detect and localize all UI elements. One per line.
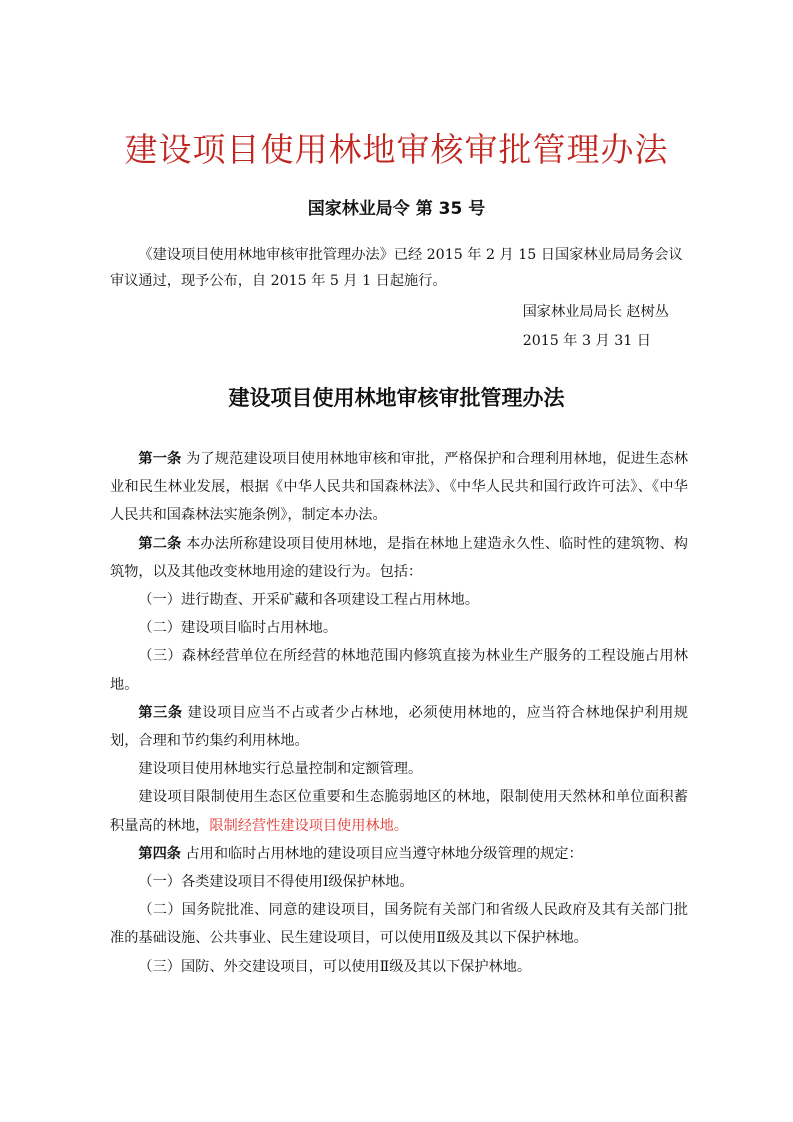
body-title: 建设项目使用林地审核审批管理办法 bbox=[228, 386, 565, 410]
document-title: 建设项目使用林地审核审批管理办法 bbox=[124, 130, 669, 169]
document-body bbox=[110, 445, 688, 981]
article-3-paragraph-3 bbox=[110, 783, 688, 839]
article-text: 为了规范建设项目使用林地审核和审批，严格保护和合理利用林地，促进生态林业和民生林业发展，根据《中华人民共和国森林法》、《中华人民共和国行政许可法》、《中华人民共和国森林法实施条例》，制定本办法。 bbox=[110, 451, 688, 524]
article-text: 本办法所称建设项目使用林地，是指在林地上建造永久性、临时性的建筑物、构筑物，以及其他改变林地用途的建设行为。包括： bbox=[110, 535, 688, 580]
paragraph-text: 建设项目限制使用生态区位重要和生态脆弱地区的林地，限制使用天然林和单位面积蓄积量高的林地， bbox=[110, 789, 688, 834]
article-text: 占用和临时占用林地的建设项目应当遵守林地分级管理的规定： bbox=[180, 845, 583, 862]
article-2-item-3: （三）森林经营单位在所经营的林地范围内修筑直接为林业生产服务的工程设施占用林地。 bbox=[110, 648, 688, 693]
article-2-item-2: （二）建设项目临时占用林地。 bbox=[138, 620, 338, 637]
article-label: 第一条 bbox=[138, 451, 182, 467]
article-4-item-3: （三）国防、外交建设项目，可以使用Ⅱ级及其以下保护林地。 bbox=[138, 958, 532, 975]
signing-date: 2015 年 3 月 31 日 bbox=[522, 333, 651, 349]
promulgation-text: 《建设项目使用林地审核审批管理办法》已经 2015 年 2 月 15 日国家林业局局务会议审议通过，现予公布，自 2015 年 5 月 1 日起施行。 bbox=[110, 247, 683, 289]
article-label: 第二条 bbox=[138, 535, 182, 552]
article-label: 第三条 bbox=[138, 704, 183, 721]
decree-number: 国家林业局令 第 35 号 bbox=[307, 199, 486, 219]
article-text: 建设项目应当不占或者少占林地，必须使用林地的，应当符合林地保护利用规划，合理和节约集约利用林地。 bbox=[110, 704, 688, 750]
article-3-paragraph-2: 建设项目使用林地实行总量控制和定额管理。 bbox=[138, 761, 423, 778]
article-4-item-2: （二）国务院批准、同意的建设项目，国务院有关部门和省级人民政府及其有关部门批准的基础设施、公共事业、民生建设项目，可以使用Ⅱ级及其以下保护林地。 bbox=[110, 902, 688, 947]
article-2-item-1: （一）进行勘查、开采矿藏和各项建设工程占用林地。 bbox=[138, 592, 479, 609]
signature: 国家林业局局长 赵树丛 bbox=[522, 304, 669, 320]
article-3 bbox=[110, 699, 688, 755]
article-label: 第四条 bbox=[138, 845, 181, 862]
article-4-item-1: （一）各类建设项目不得使用Ⅰ级保护林地。 bbox=[138, 874, 414, 891]
article-1 bbox=[110, 445, 688, 530]
article-4 bbox=[110, 840, 688, 868]
article-2 bbox=[110, 530, 688, 586]
highlighted-text: 限制经营性建设项目使用林地。 bbox=[209, 817, 408, 834]
